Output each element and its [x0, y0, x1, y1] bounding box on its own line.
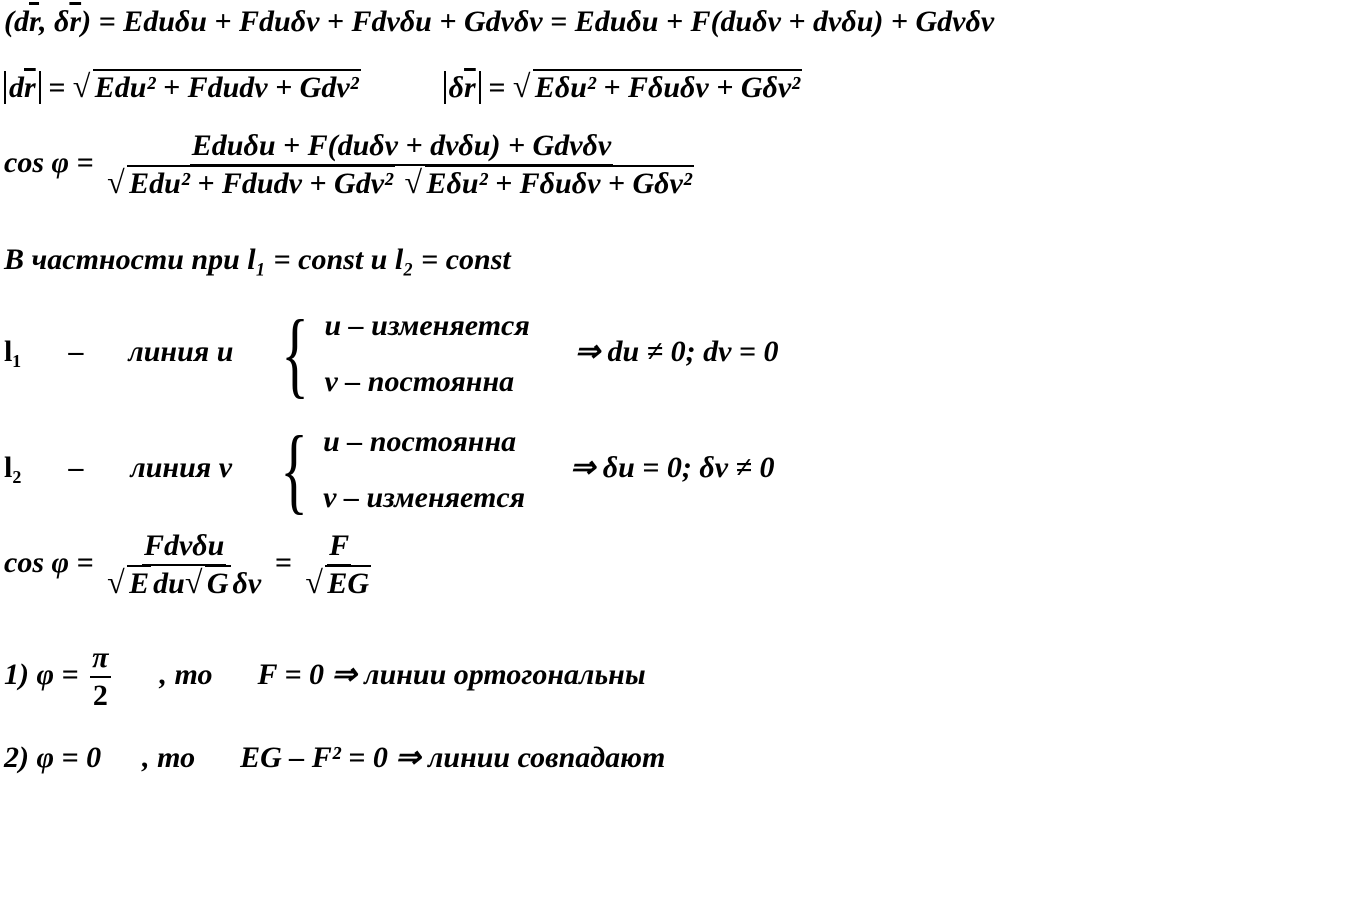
l1-line-name: линия u [128, 334, 234, 368]
eq2-left-equals: = [48, 71, 66, 104]
sqrt-left-radicand: Edu² + Fdudv + Gdv² [94, 71, 359, 104]
abs-delta-r-delta: δ [448, 71, 465, 104]
case-1-orthogonal [4, 640, 646, 714]
sqrt-right [513, 70, 802, 106]
eq1-rest: ) = Eduδu + Fduδv + Fdvδu + Gdvδv = Eduδu + F(duδv + dvδu) + Gdvδv [81, 5, 995, 38]
case-2-label: 2) φ = 0 [4, 741, 102, 774]
sqrt-g-radicand: G [206, 567, 229, 600]
eq3-lhs: cos φ = [4, 145, 94, 179]
system-l2-rows [323, 414, 525, 526]
equation-cos-phi-general [4, 128, 702, 202]
sqrt-left [73, 70, 361, 106]
abs-delta-r [444, 71, 481, 104]
sqrt-right-radicand: Eδu² + Fδuδv + Gδv² [534, 71, 801, 104]
l2-row-1: u – постоянна [323, 425, 517, 458]
abs-dr [4, 71, 41, 104]
fraction-numerator: Eduδu + F(duδv + dvδu) + Gdvδv [190, 128, 613, 166]
sqrt-eg-radicand: EG [327, 567, 369, 600]
l1-result: ⇒ du ≠ 0; dv = 0 [574, 334, 779, 368]
fraction-cos-phi [105, 128, 698, 202]
sqrt-den-1-radicand: Edu² + Fdudv + Gdv² [129, 167, 394, 200]
pi-denominator: 2 [92, 679, 108, 712]
l2-name: l₂ [4, 450, 22, 484]
case-1-condition: F = 0 ⇒ линии ортогональны [257, 657, 646, 691]
text-special-case [4, 242, 511, 278]
fraction-cos-phi-special-2 [303, 528, 375, 602]
eq7-equals: = [274, 545, 292, 579]
case-2-condition: EG – F² = 0 ⇒ линии совпадают [240, 741, 666, 774]
fraction-pi-over-2 [90, 640, 110, 714]
den-du: du [153, 567, 185, 600]
eq7-lhs: cos φ = [4, 545, 94, 579]
case-2-coincide [4, 740, 665, 776]
system-l2 [271, 414, 525, 526]
case-2-then: , то [142, 741, 196, 774]
sqrt-e-radicand: E [129, 567, 150, 600]
eq1-comma: , δ [39, 5, 70, 38]
l1-dash: – [68, 334, 84, 368]
equation-cos-phi-special [4, 528, 379, 602]
equation-vector-lengths [4, 70, 804, 106]
fraction-cos-phi-special-1 [105, 528, 263, 602]
abs-dr-d: d [9, 71, 24, 104]
eq2-right-equals: = [488, 71, 506, 104]
fraction-denominator [105, 166, 698, 202]
l2-dash: – [68, 450, 84, 484]
sqrt-den-2 [405, 166, 694, 202]
brace-l1: { [281, 300, 310, 407]
l1-row-2: v – постоянна [324, 365, 515, 398]
abs-dr-r: $\overline{r}$ [24, 71, 36, 104]
l2-line-name: линия v [130, 450, 233, 484]
l2-row-2: v – изменяется [323, 481, 526, 514]
l1-name: l₁ [4, 334, 22, 368]
case-1-label: 1) φ = [4, 657, 79, 691]
sqrt-den-1 [107, 166, 395, 202]
sqrt-eg [305, 566, 371, 602]
system-l1 [272, 298, 529, 410]
pi-numerator: π [90, 640, 110, 678]
fraction-2-numerator: F [327, 528, 351, 566]
equation-line-l1 [4, 298, 779, 410]
brace-l2: { [280, 416, 308, 523]
fraction-2-denominator [303, 566, 375, 602]
sqrt-den-2-radicand: Eδu² + Fδuδv + Gδv² [426, 167, 692, 200]
vector-r-1: $\overline{r}$ [29, 5, 40, 38]
l2-result: ⇒ δu = 0; δv ≠ 0 [570, 450, 775, 484]
den-delta-v: δv [232, 567, 262, 600]
special-case-text: В частности при l₁ = const и l₂ = const [4, 243, 511, 276]
l1-row-1: u – изменяется [324, 309, 530, 342]
equation-scalar-product [4, 4, 994, 40]
abs-delta-r-r: $\overline{r}$ [464, 71, 476, 104]
case-1-then: , то [159, 657, 213, 691]
system-l1-rows [324, 298, 529, 410]
sqrt-g [185, 566, 231, 602]
eq1-lhs: (d [4, 5, 29, 38]
sqrt-e [107, 566, 151, 602]
equation-line-l2 [4, 414, 775, 526]
fraction-1-denominator [105, 566, 263, 602]
fraction-1-numerator: Fdvδu [142, 528, 226, 566]
vector-r-2: $\overline{r}$ [69, 5, 82, 38]
